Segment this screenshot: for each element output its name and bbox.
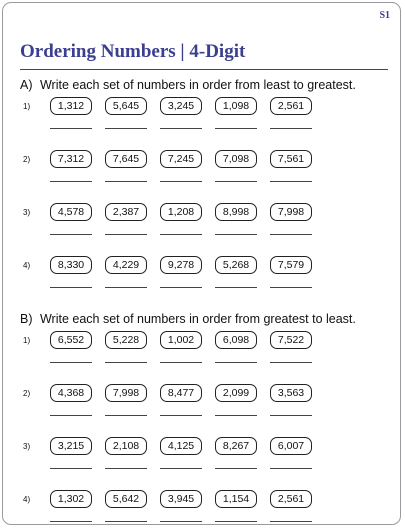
answer-blank[interactable]: [105, 362, 147, 363]
section-b: [20, 310, 388, 328]
number-box: 1,208: [160, 203, 202, 221]
number-box: 7,579: [270, 256, 312, 274]
section-b-problems: [20, 331, 388, 525]
number-box: 1,098: [215, 97, 257, 115]
section-b-text: Write each set of numbers in order from greatest to least.: [39, 312, 356, 326]
number-box: 4,229: [105, 256, 147, 274]
answer-blank[interactable]: [105, 234, 147, 235]
answer-blank[interactable]: [160, 521, 202, 522]
answer-blank[interactable]: [270, 128, 312, 129]
answer-blank[interactable]: [50, 362, 92, 363]
answer-blank[interactable]: [50, 468, 92, 469]
worksheet-code: S1: [379, 10, 390, 21]
number-box: 7,522: [270, 331, 312, 349]
number-box: 7,998: [105, 384, 147, 402]
number-box: 1,154: [215, 490, 257, 508]
title-divider: [20, 69, 388, 70]
page-title: Ordering Numbers | 4-Digit: [20, 41, 246, 62]
answer-blank[interactable]: [215, 234, 257, 235]
answer-blank[interactable]: [160, 468, 202, 469]
number-box: 6,007: [270, 437, 312, 455]
answer-blank[interactable]: [105, 521, 147, 522]
answer-blank[interactable]: [270, 362, 312, 363]
number-box: 7,998: [270, 203, 312, 221]
answer-blank[interactable]: [105, 468, 147, 469]
number-box: 1,002: [160, 331, 202, 349]
problem-number: 1): [23, 102, 31, 111]
number-box: 2,561: [270, 490, 312, 508]
number-box: 5,645: [105, 97, 147, 115]
answer-blank[interactable]: [270, 415, 312, 416]
answer-blank[interactable]: [50, 234, 92, 235]
section-a-problems: [20, 97, 388, 307]
number-box: 7,245: [160, 150, 202, 168]
answer-blank[interactable]: [215, 128, 257, 129]
number-box: 7,098: [215, 150, 257, 168]
section-a-letter: A): [20, 78, 33, 92]
answer-blank[interactable]: [50, 287, 92, 288]
problem-number: 3): [23, 208, 31, 217]
number-box: 7,561: [270, 150, 312, 168]
answer-blank[interactable]: [160, 415, 202, 416]
problem-row-b-3: [20, 437, 388, 487]
number-box: 3,945: [160, 490, 202, 508]
number-box: 5,228: [105, 331, 147, 349]
problem-row-b-1: [20, 331, 388, 381]
answer-blank[interactable]: [270, 181, 312, 182]
answer-blank[interactable]: [160, 128, 202, 129]
section-a-text: Write each set of numbers in order from least to greatest.: [39, 78, 356, 92]
answer-blank[interactable]: [215, 415, 257, 416]
problem-row-b-2: [20, 384, 388, 434]
answer-blank[interactable]: [215, 362, 257, 363]
number-box: 3,245: [160, 97, 202, 115]
problem-number: 2): [23, 389, 31, 398]
number-box: 3,215: [50, 437, 92, 455]
answer-blank[interactable]: [105, 128, 147, 129]
answer-blank[interactable]: [105, 181, 147, 182]
problem-number: 3): [23, 442, 31, 451]
number-box: 2,387: [105, 203, 147, 221]
number-box: 6,552: [50, 331, 92, 349]
answer-blank[interactable]: [160, 234, 202, 235]
problem-row-a-2: [20, 150, 388, 200]
answer-blank[interactable]: [160, 287, 202, 288]
section-a-instruction: [20, 76, 388, 94]
worksheet-page: [2, 2, 401, 525]
number-box: 5,642: [105, 490, 147, 508]
problem-row-b-4: [20, 490, 388, 525]
number-box: 8,267: [215, 437, 257, 455]
problem-number: 1): [23, 336, 31, 345]
number-box: 2,561: [270, 97, 312, 115]
answer-blank[interactable]: [270, 287, 312, 288]
problem-row-a-4: [20, 256, 388, 306]
number-box: 4,578: [50, 203, 92, 221]
answer-blank[interactable]: [105, 415, 147, 416]
answer-blank[interactable]: [215, 468, 257, 469]
number-box: 9,278: [160, 256, 202, 274]
answer-blank[interactable]: [50, 415, 92, 416]
answer-blank[interactable]: [270, 521, 312, 522]
number-box: 1,312: [50, 97, 92, 115]
answer-blank[interactable]: [215, 287, 257, 288]
answer-blank[interactable]: [270, 468, 312, 469]
problem-row-a-1: [20, 97, 388, 147]
number-box: 2,108: [105, 437, 147, 455]
problem-number: 2): [23, 155, 31, 164]
number-box: 7,645: [105, 150, 147, 168]
answer-blank[interactable]: [160, 181, 202, 182]
problem-number: 4): [23, 495, 31, 504]
problem-row-a-3: [20, 203, 388, 253]
answer-blank[interactable]: [215, 181, 257, 182]
number-box: 4,125: [160, 437, 202, 455]
number-box: 3,563: [270, 384, 312, 402]
answer-blank[interactable]: [105, 287, 147, 288]
number-box: 8,477: [160, 384, 202, 402]
answer-blank[interactable]: [215, 521, 257, 522]
answer-blank[interactable]: [50, 128, 92, 129]
section-a: [20, 76, 388, 94]
number-box: 4,368: [50, 384, 92, 402]
answer-blank[interactable]: [160, 362, 202, 363]
section-b-letter: B): [20, 312, 33, 326]
problem-number: 4): [23, 261, 31, 270]
section-b-instruction: [20, 310, 388, 328]
answer-blank[interactable]: [50, 181, 92, 182]
number-box: 8,330: [50, 256, 92, 274]
number-box: 2,099: [215, 384, 257, 402]
answer-blank[interactable]: [270, 234, 312, 235]
number-box: 6,098: [215, 331, 257, 349]
number-box: 1,302: [50, 490, 92, 508]
number-box: 5,268: [215, 256, 257, 274]
number-box: 7,312: [50, 150, 92, 168]
answer-blank[interactable]: [50, 521, 92, 522]
number-box: 8,998: [215, 203, 257, 221]
